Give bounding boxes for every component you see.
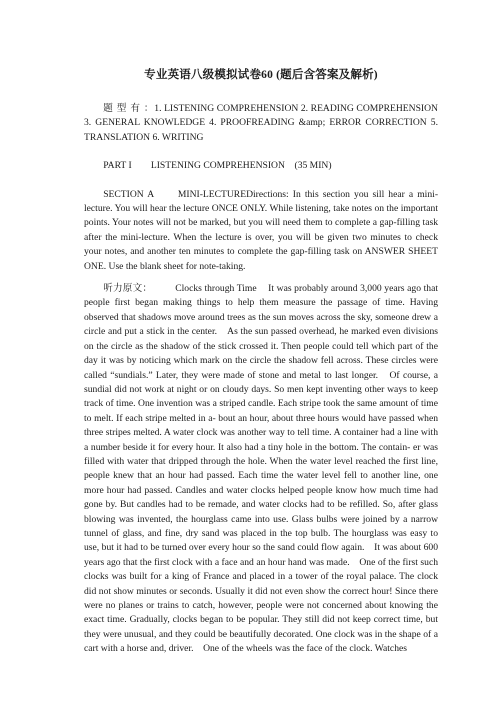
question-types-label: 题 型 有 ： — [103, 103, 155, 114]
section-heading: SECTION A MINI-LECTURE — [103, 188, 247, 200]
section-paragraph — [84, 188, 438, 274]
transcript-paragraph — [84, 282, 438, 657]
directions-text: Directions: In this section you sill hear a mini-lecture. You will hear the lecture ONCE ONLY. While listening, take notes on the important points. Your notes will not be marked, but you will need them to complete a gap-filling task after the mini-lecture. When the lecture is over, you will be given two minutes to check your notes, and another ten minutes to complete the gap-filling task on ANSWER SHEET ONE. Use the blank sheet for note-taking. — [84, 188, 439, 272]
document-title: 专业英语八级模拟试卷60 (题后含答案及解析) — [144, 69, 378, 81]
transcript-title: Clocks through Time — [175, 283, 257, 295]
question-types-text: 1. LISTENING COMPREHENSION 2. READING COMPREHENSION 3. GENERAL KNOWLEDGE 4. PROOFREADING &amp; ERROR CORRECTION 5. TRANSLATION 6. WRITING — [84, 103, 438, 143]
transcript-label: 听力原文： — [103, 283, 153, 295]
transcript-text: It was probably around 3,000 years ago that people first began making things to help them measure the passage of time. Having observed that shadows move around trees as the sun moves across the sky, someone drew a circle and put a stick in the center. As the sun passed overhead, he marked even divisions on the circle as the shadow of the stick crossed it. Then people could tell which part of the day it was by noticing which mark on the circle the shadow fell across. These circles were called “sundials.” Later, they were made of stone and metal to last longer. Of course, a sundial did not work at night or on cloudy days. So men kept inventing other ways to keep track of time. One invention was a striped candle. Each stripe took the same amount of time to melt. If each stripe melted in a- bout an hour, about three hours would have passed when three stripes melted. A water clock was another way to tell time. A container had a line with a number beside it for every hour. It also had a tiny hole in the bottom. The contain- er was filled with water that dripped through the hole. When the water level reached the first line, people knew that an hour had passed. Each time the water level fell to another line, one more hour had passed. Candles and water clocks helped people know how much time had gone by. But candles had to be remade, and water clocks had to be refilled. So, after glass blowing was invented, the hourglass came into use. Glass bulbs were joined by a narrow tunnel of glass, and fine, dry sand was placed in the top bulb. The hourglass was easy to use, but it had to be turned over every hour so the sand could flow again. It was about 600 years ago that the first clock with a face and an hour hand was made. One of the first such clocks was built for a king of France and placed in a tower of the royal palace. The clock did not show minutes or seconds. Usually it did not even show the correct hour! Since there were no planes or trains to catch, however, people were not concerned about knowing the exact time. Gradually, clocks began to be popular. They still did not keep correct time, but they were unusual, and they could be beautifully decorated. One clock was in the shape of a cart with a horse and, driver. One of the wheels was the face of the clock. Watches — [84, 283, 438, 655]
part-heading: PART I LISTENING COMPREHENSION (35 MIN) — [103, 160, 332, 172]
question-types-paragraph — [84, 102, 438, 145]
